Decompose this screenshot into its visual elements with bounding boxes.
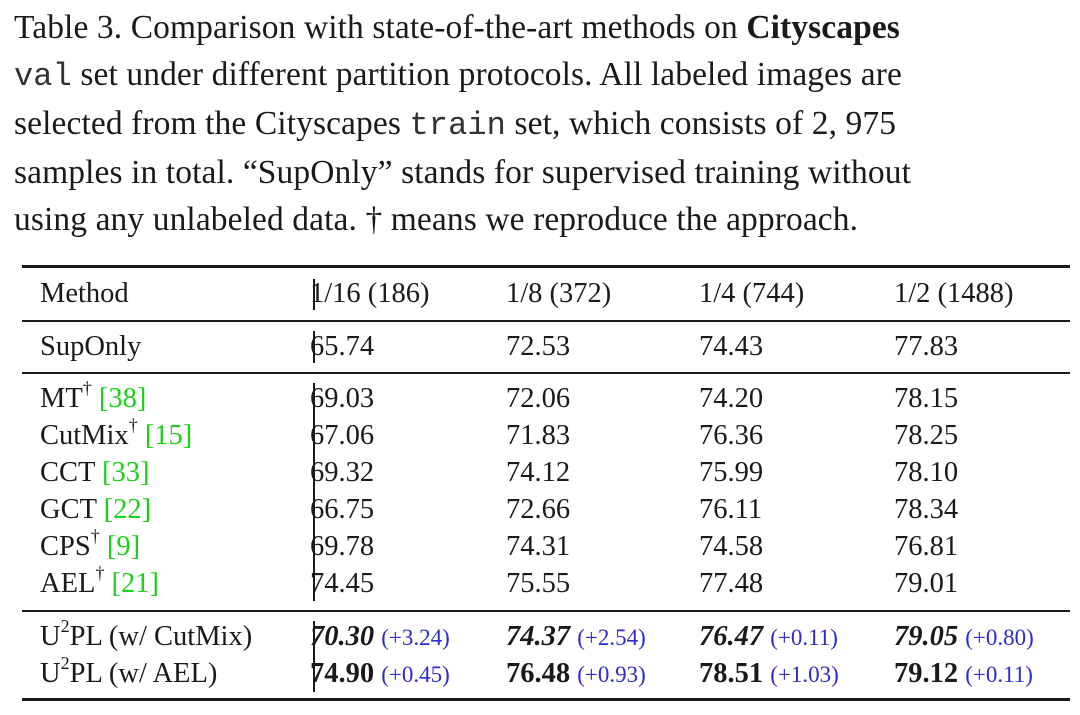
delta-value: (+2.54)	[577, 625, 646, 650]
dagger-mark: †	[128, 415, 138, 435]
value-cell: 79.05 (+0.80)	[894, 621, 1034, 652]
value-cell: 69.78	[310, 531, 375, 562]
method-name: CPS† [9]	[40, 526, 141, 562]
method-name: CutMix† [15]	[40, 415, 193, 451]
value-cell: 78.51 (+1.03)	[699, 658, 839, 689]
methods-rule	[22, 610, 1070, 612]
value-cell: 72.66	[506, 494, 571, 525]
delta-value: (+0.11)	[965, 662, 1033, 687]
value-cell: 79.12 (+0.11)	[894, 658, 1033, 689]
ours-row	[22, 618, 1070, 655]
method-name: GCT [22]	[40, 494, 152, 525]
dagger-mark: †	[95, 563, 105, 583]
table-row	[22, 380, 1070, 417]
caption-line-4: samples in total. “SupOnly” stands for supervised training without	[14, 154, 912, 191]
value-cell: 65.74	[310, 331, 375, 362]
header-1-4: 1/4 (744)	[699, 278, 805, 309]
value-cell: 77.83	[894, 331, 959, 362]
value-cell: 74.45	[310, 568, 375, 599]
table-row	[22, 528, 1070, 565]
value-cell: 71.83	[506, 420, 571, 451]
caption-line-5: using any unlabeled data. † means we reproduce the approach.	[14, 201, 859, 238]
value-cell: 76.81	[894, 531, 959, 562]
dagger-mark: †	[82, 378, 92, 398]
table-row	[22, 454, 1070, 491]
value-cell: 78.10	[894, 457, 959, 488]
method-name: $U^2PL$ (w/ CutMix)	[40, 616, 253, 652]
baseline-rule	[22, 372, 1070, 374]
table-row	[22, 417, 1070, 454]
value-cell: 70.30 (+3.24)	[310, 621, 450, 652]
value-cell: 78.15	[894, 383, 959, 414]
header-1-16: 1/16 (186)	[310, 278, 430, 309]
value-cell: 74.20	[699, 383, 764, 414]
header-rule	[22, 320, 1070, 322]
value-cell: 74.58	[699, 531, 764, 562]
method-name: CCT [33]	[40, 457, 150, 488]
comparison-table	[22, 265, 1070, 703]
value-cell: 79.01	[894, 568, 959, 599]
method-name: AEL† [21]	[40, 563, 160, 599]
header-method: Method	[40, 278, 129, 309]
header-1-8: 1/8 (372)	[506, 278, 612, 309]
method-name: MT† [38]	[40, 378, 147, 414]
delta-value: (+0.11)	[770, 625, 838, 650]
caption-line-2: val set under different partition protocols. All labeled images are	[14, 56, 902, 95]
value-cell: 74.31	[506, 531, 571, 562]
split-name-train: train	[409, 107, 506, 144]
value-cell: 76.36	[699, 420, 764, 451]
value-cell: 72.06	[506, 383, 571, 414]
delta-value: (+0.93)	[577, 662, 646, 687]
caption-line-3: selected from the Cityscapes train set, which consists of 2, 975	[14, 105, 897, 144]
value-cell: 72.53	[506, 331, 571, 362]
value-cell: 74.90 (+0.45)	[310, 658, 450, 689]
value-cell: 75.55	[506, 568, 571, 599]
table-row	[22, 565, 1070, 602]
top-rule	[22, 265, 1070, 268]
delta-value: (+0.45)	[381, 662, 450, 687]
bottom-rule	[22, 698, 1070, 701]
citation-link[interactable]: [15]	[144, 420, 193, 451]
value-cell: 69.03	[310, 383, 375, 414]
ours-row	[22, 655, 1070, 692]
delta-value: (+0.80)	[965, 625, 1034, 650]
method-name: $U^2PL$ (w/ AEL)	[40, 653, 218, 689]
value-cell: 74.37 (+2.54)	[506, 621, 646, 652]
value-cell: 76.47 (+0.11)	[699, 621, 838, 652]
value-cell: 78.25	[894, 420, 959, 451]
citation-link[interactable]: [21]	[111, 568, 160, 599]
value-cell: 76.11	[699, 494, 763, 525]
dagger-mark: †	[90, 526, 100, 546]
value-cell: 74.43	[699, 331, 764, 362]
value-cell: 66.75	[310, 494, 375, 525]
citation-link[interactable]: [33]	[102, 457, 150, 488]
table-row	[22, 491, 1070, 528]
value-cell: 76.48 (+0.93)	[506, 658, 646, 689]
citation-link[interactable]: [22]	[103, 494, 152, 525]
table-caption	[14, 4, 1066, 243]
value-cell: 67.06	[310, 420, 375, 451]
dataset-name: Cityscapes	[746, 9, 900, 46]
method-name: SupOnly	[40, 331, 142, 362]
delta-value: (+3.24)	[381, 625, 450, 650]
caption-line-1: Table 3. Comparison with state-of-the-art methods on Cityscapes	[14, 9, 900, 46]
citation-link[interactable]: [38]	[98, 383, 147, 414]
split-name-val: val	[14, 58, 72, 95]
value-cell: 75.99	[699, 457, 764, 488]
citation-link[interactable]: [9]	[106, 531, 141, 562]
value-cell: 77.48	[699, 568, 764, 599]
header-row	[22, 275, 1070, 312]
value-cell: 78.34	[894, 494, 959, 525]
value-cell: 74.12	[506, 457, 571, 488]
header-1-2: 1/2 (1488)	[894, 278, 1014, 309]
baseline-row	[22, 328, 1070, 365]
delta-value: (+1.03)	[770, 662, 839, 687]
value-cell: 69.32	[310, 457, 375, 488]
